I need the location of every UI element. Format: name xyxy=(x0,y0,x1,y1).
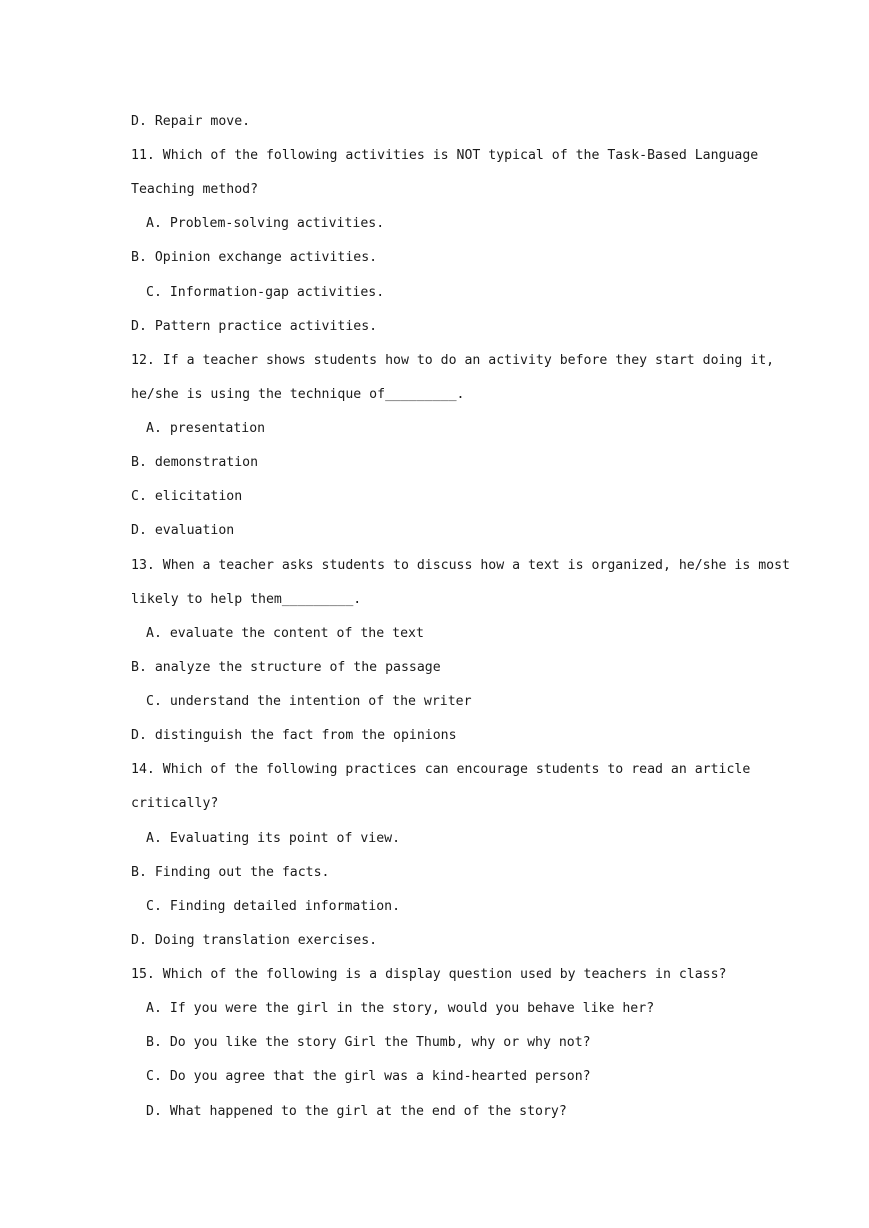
q15-option-a: A. If you were the girl in the story, would you behave like her? xyxy=(146,1001,655,1016)
q15-stem: 15. Which of the following is a display question used by teachers in class? xyxy=(131,967,727,982)
q15-option-d: D. What happened to the girl at the end of the story? xyxy=(146,1104,567,1119)
q12-option-c: C. elicitation xyxy=(131,489,243,504)
q13-option-a: A. evaluate the content of the text xyxy=(146,626,424,641)
q13-option-d: D. distinguish the fact from the opinions xyxy=(131,728,457,743)
q11-option-c: C. Information-gap activities. xyxy=(146,285,385,300)
q10-option-d: D. Repair move. xyxy=(131,114,251,129)
q11-option-b: B. Opinion exchange activities. xyxy=(131,250,378,265)
q11-option-a: A. Problem-solving activities. xyxy=(146,216,385,231)
q12-option-b: B. demonstration xyxy=(131,455,259,470)
q12-stem-line2: he/she is using the technique of_________. xyxy=(131,387,465,402)
q12-stem-line1: 12. If a teacher shows students how to do an activity before they start doing it, xyxy=(131,353,775,368)
q13-option-c: C. understand the intention of the writer xyxy=(146,694,472,709)
q14-option-d: D. Doing translation exercises. xyxy=(131,933,378,948)
q15-option-b: B. Do you like the story Girl the Thumb, why or why not? xyxy=(146,1035,591,1050)
q12-option-d: D. evaluation xyxy=(131,523,235,538)
q14-option-a: A. Evaluating its point of view. xyxy=(146,831,401,846)
q14-option-c: C. Finding detailed information. xyxy=(146,899,401,914)
q14-option-b: B. Finding out the facts. xyxy=(131,865,330,880)
q13-stem-line1: 13. When a teacher asks students to discuss how a text is organized, he/she is most xyxy=(131,558,790,573)
q15-option-c: C. Do you agree that the girl was a kind-hearted person? xyxy=(146,1069,591,1084)
q11-option-d: D. Pattern practice activities. xyxy=(131,319,378,334)
q11-stem-line1: 11. Which of the following activities is NOT typical of the Task-Based Language xyxy=(131,148,759,163)
q14-stem-line1: 14. Which of the following practices can encourage students to read an article xyxy=(131,762,751,777)
q11-stem-line2: Teaching method? xyxy=(131,182,259,197)
q14-stem-line2: critically? xyxy=(131,796,219,811)
q12-option-a: A. presentation xyxy=(146,421,266,436)
q13-option-b: B. analyze the structure of the passage xyxy=(131,660,441,675)
q13-stem-line2: likely to help them_________. xyxy=(131,592,362,607)
